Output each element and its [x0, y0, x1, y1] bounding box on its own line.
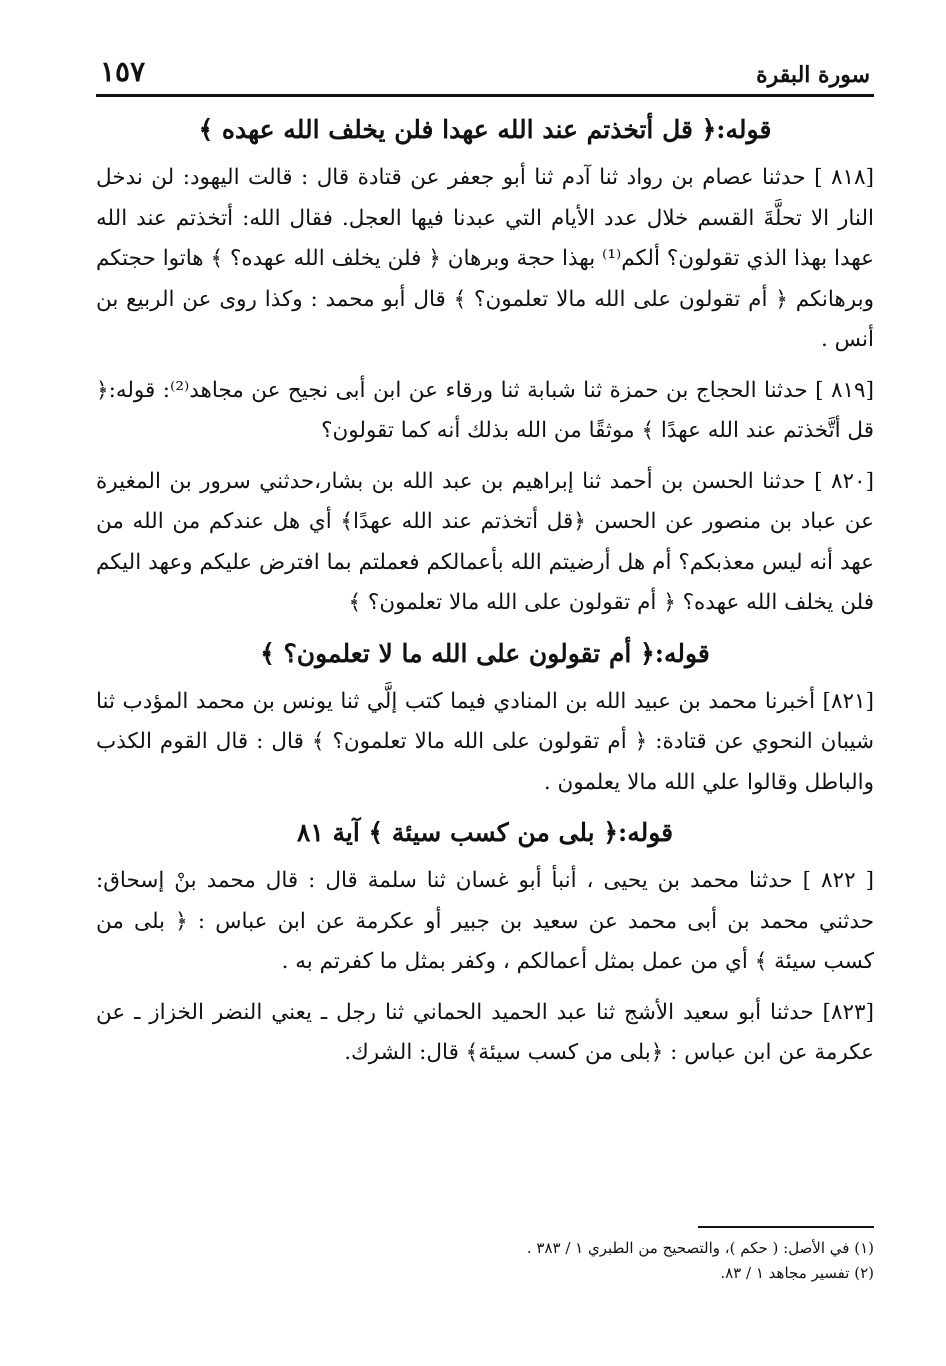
hadith-819: [٨١٩ ] حدثنا الحجاج بن حمزة ثنا شبابة ثنا ورقاء عن ابن أبى نجيح عن مجاهد⁽²⁾: قوله:﴿ قل أتَّخذتم عند الله عهدًا ﴾ موثقًا من الله بذلك أنه كما تقولون؟	[96, 377, 874, 443]
hadith-822: [ ٨٢٢ ] حدثنا محمد بن يحيى ، أنبأ أبو غسان ثنا سلمة قال : قال محمد بنْ إسحاق: حدثني محمد بن أبى محمد عن سعيد بن جبير أو عكرمة عن ابن عباس : ﴿ بلى من كسب سيئة ﴾ أي من عمل بمثل أعمالكم ، وكفر بمثل ما كفرتم به .	[96, 868, 874, 974]
hadith-820: [٨٢٠ ] حدثنا الحسن بن أحمد ثنا إبراهيم بن عبد الله بن بشار،حدثني سرور بن المغيرة عن عباد بن منصور عن الحسن ﴿قل أتخذتم عند الله عهدًا﴾ أي هل عندكم من الله من عهد أنه ليس معذبكم؟ أم هل أرضيتم الله بأعمالكم فعملتم بما افترض عليكم وعهد اليكم فلن يخلف الله عهده؟ ﴿ أم تقولون على الله مالا تعلمون؟ ﴾	[96, 468, 874, 615]
hadith-823: [٨٢٣] حدثنا أبو سعيد الأشج ثنا عبد الحميد الحماني ثنا رجل ـ يعني النضر الخزاز ـ عن عكرمة عن ابن عباس : ﴿بلى من كسب سيئة﴾ قال: الشرك.	[96, 999, 874, 1065]
hadith-821: [٨٢١] أخبرنا محمد بن عبيد الله بن المنادي فيما كتب إلَّي ثنا يونس بن محمد المؤدب ثنا شيبان النحوي عن قتادة: ﴿ أم تقولون على الله مالا تعلمون؟ ﴾ قال : قال القوم الكذب والباطل وقالوا علي الله مالا يعلمون .	[96, 688, 874, 795]
surah-title: سورة البقرة	[756, 62, 870, 88]
page-number: ١٥٧	[100, 55, 146, 88]
running-header	[96, 36, 874, 97]
section-heading: قوله:﴿ أم تقولون على الله ما لا تعلمون؟ ﴾	[260, 638, 710, 668]
footnotes	[96, 1226, 874, 1286]
section-heading: قوله:﴿ بلى من كسب سيئة ﴾ آية ٨١	[296, 818, 674, 847]
footnote-2: (٢) تفسير مجاهد ١ / ٨٣.	[720, 1264, 874, 1282]
page-body	[96, 106, 874, 1084]
hadith-818: [٨١٨ ] حدثنا عصام بن رواد ثنا آدم ثنا أبو جعفر عن قتادة قال : قالت اليهود: لن ندخل النار الا تحلَّةَ القسم خلال عدد الأيام التي عبدنا فيها العجل. فقال الله: أتخذتم عند الله عهدا بهذا الذي تقولون؟ ألكم⁽¹⁾ بهذا حجة وبرهان ﴿ فلن يخلف الله عهده؟ ﴾ هاتوا حجتكم وبرهانكم ﴿ أم تقولون على الله مالا تعلمون؟ ﴾ قال أبو محمد : وكذا روى عن الربيع بن أنس .	[96, 165, 875, 352]
footnote-rule	[698, 1226, 874, 1228]
book-page	[96, 28, 874, 1348]
footnote-1: (١) في الأصل: ( حكم )، والتصحيح من الطبري ١ / ٣٨٣ .	[526, 1239, 874, 1257]
section-heading: قوله:﴿ قل أتخذتم عند الله عهدا فلن يخلف الله عهده ﴾	[198, 115, 772, 144]
